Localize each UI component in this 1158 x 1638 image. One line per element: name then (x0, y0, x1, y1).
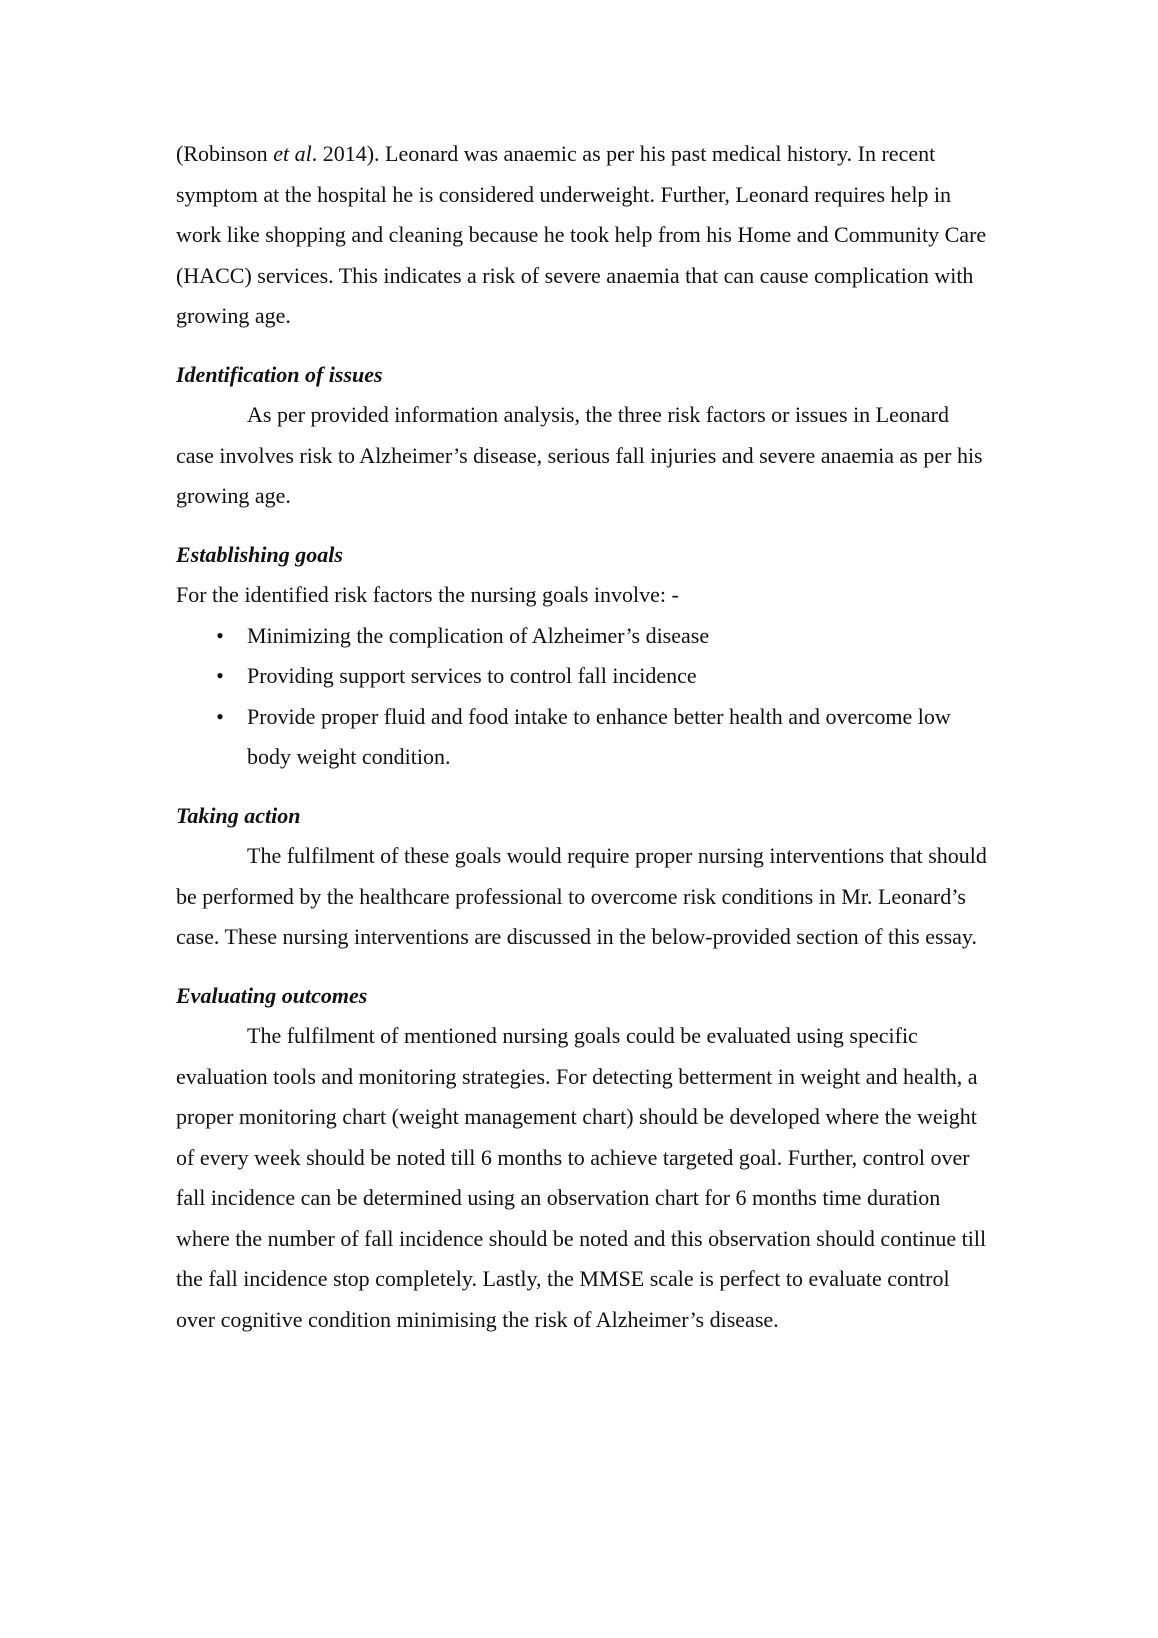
goals-intro: For the identified risk factors the nursing goals involve: - (176, 582, 679, 607)
identification-heading: Identification of issues (176, 361, 383, 387)
bullet-icon: • (216, 703, 224, 729)
action-heading: Taking action (176, 802, 301, 828)
action-paragraph: The fulfilment of these goals would require proper nursing interventions that should be performed by the healthcare professional to overcome risk conditions in Mr. Leonard’s case. These nursing interventions are discussed in the below-provided section of this essay. (176, 843, 987, 949)
intro-italic: et al (273, 141, 312, 166)
identification-paragraph: As per provided information analysis, the three risk factors or issues in Leonard case involves risk to Alzheimer’s disease, serious fall injuries and severe anaemia as per his growing age. (176, 402, 983, 508)
intro-lead: (Robinson (176, 141, 274, 166)
intro-paragraph (176, 134, 991, 337)
list-item-text: Minimizing the complication of Alzheimer’s disease (247, 622, 710, 648)
intro-rest: . 2014). Leonard was anaemic as per his past medical history. In recent symptom at the hospital he is considered underweight. Further, Leonard requires help in work like shopping and cleaning because he took help from his Home and Community Care (HACC) services. This indicates a risk of severe anaemia that can cause complication with growing age. (176, 141, 987, 328)
list-item (176, 616, 991, 657)
bullet-icon: • (216, 663, 224, 688)
document-page (176, 134, 991, 1340)
list-item-text: Providing support services to control fall incidence (247, 663, 697, 688)
evaluation-heading: Evaluating outcomes (176, 982, 368, 1008)
bullet-icon: • (216, 622, 224, 648)
evaluation-paragraph: The fulfilment of mentioned nursing goals could be evaluated using specific evaluation tools and monitoring strategies. For detecting betterment in weight and health, a proper monitoring chart (weight management chart) should be developed where the weight of every week should be noted till 6 months to achieve targeted goal. Further, control over fall incidence can be determined using an observation chart for 6 months time duration where the number of fall incidence should be noted and this observation should continue till the fall incidence stop completely. Lastly, the MMSE scale is perfect to evaluate control over cognitive condition minimising the risk of Alzheimer’s disease. (176, 1023, 987, 1332)
list-item (176, 697, 991, 778)
list-item (176, 656, 991, 697)
goals-heading: Establishing goals (176, 541, 343, 567)
goals-list (176, 616, 991, 778)
list-item-text: Provide proper fluid and food intake to enhance better health and overcome low body weight condition. (247, 703, 951, 769)
